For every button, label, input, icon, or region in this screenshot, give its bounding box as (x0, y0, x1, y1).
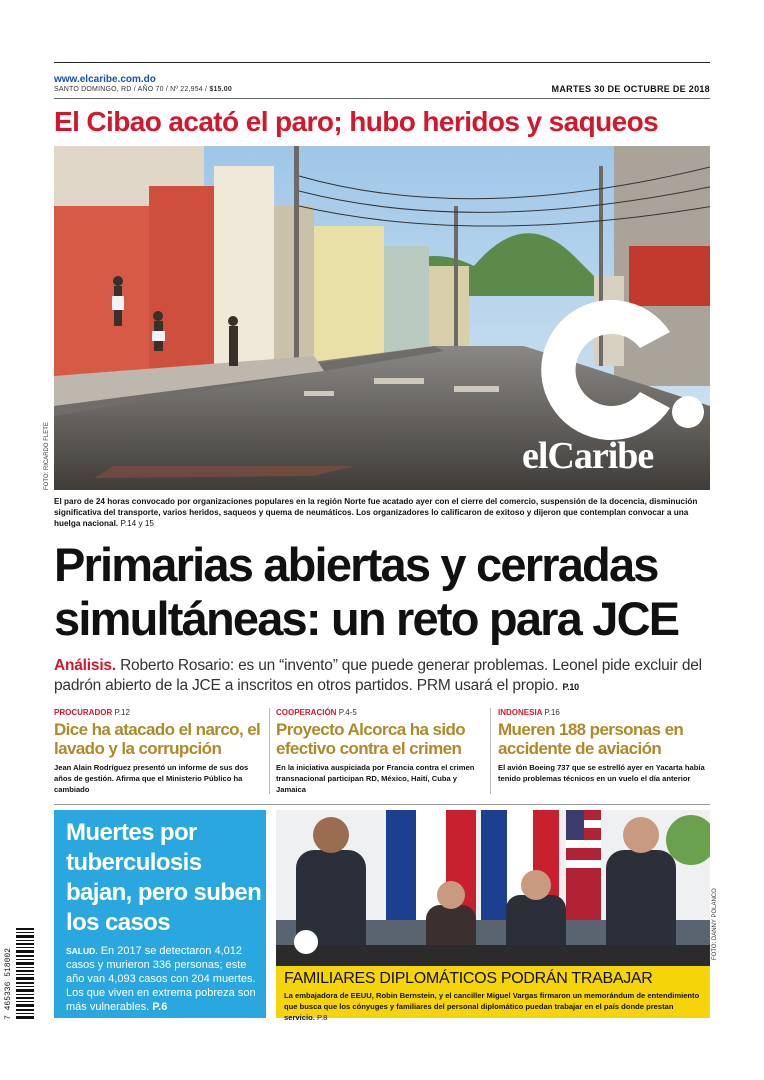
issue-price: $15.00 (209, 86, 232, 93)
column-section (276, 708, 484, 717)
diplomacy-headline: FAMILIARES DIPLOMÁTICOS PODRÁN TRABAJAR (284, 970, 653, 987)
section-page: P.12 (114, 708, 130, 717)
site-url[interactable]: www.elcaribe.com.do (54, 74, 156, 85)
health-keyword: SALUD. (66, 946, 98, 956)
diplomacy-caption-bar[interactable] (276, 966, 710, 1022)
column-divider (490, 708, 491, 794)
column-text: En la iniciativa auspiciada por Francia contra el crimen transnacional participan RD, México, Haití, Cuba y Jamaica (276, 763, 475, 794)
lead-headline[interactable]: El Cibao acató el paro; hubo heridos y saqueos (54, 106, 659, 137)
lead-caption-page: P.14 y 15 (120, 519, 154, 528)
column-divider (269, 708, 270, 794)
column-section (54, 708, 262, 717)
elcaribe-logo[interactable] (520, 284, 710, 490)
section-label: COOPERACIÓN (276, 708, 337, 717)
diplomacy-photo-credit: FOTO: DANNY POLANCO (712, 888, 718, 960)
signing-ceremony-image (276, 810, 710, 966)
diplomacy-page: P.8 (316, 1013, 328, 1022)
deck-page: P.10 (562, 682, 579, 692)
diplomacy-body (284, 990, 704, 1023)
column-headline: Mueren 188 personas en accidente de aviación (498, 720, 684, 758)
diplomacy-photo (276, 810, 710, 966)
lead-photo-credit: FOTO: RICARDO FLETE (44, 422, 50, 490)
deck-text: Roberto Rosario: es un “invento” que puede generar problemas. Leonel pide excluir del padrón abierto de la JCE a inscritos en otros partidos. PRM usará el propio. (54, 657, 702, 694)
section-page: P.4-5 (338, 708, 357, 717)
diplomacy-text: La embajadora de EEUU, Robin Bernstein, y el canciller Miguel Vargas firmaron un memorándum de entendimiento que busca que los cónyuges y familiares del personal diplomático puedan trabajar en el país donde prestan servicio. (284, 991, 700, 1022)
main-deck (54, 656, 710, 697)
issue-date: MARTES 30 DE OCTUBRE DE 2018 (551, 84, 710, 94)
lead-caption (54, 496, 710, 529)
column-cooperacion[interactable] (276, 708, 484, 795)
column-headline: Dice ha atacado el narco, el lavado y la corrupción (54, 720, 261, 758)
logo-wordmark: elCaribe (522, 435, 654, 477)
barcode-number: 7 465336 518002 (4, 947, 13, 1020)
issue-meta (54, 86, 232, 93)
column-indonesia[interactable] (498, 708, 706, 784)
health-text: En 2017 se detectaron 4,012 casos y murieron 336 personas; este año van 4,093 casos con 204 muertes. Los que viven en extrema pobreza son más vulnerables. (66, 945, 256, 1013)
column-headline: Proyecto Alcorca ha sido efectivo contra el crimen (276, 720, 466, 758)
section-label: INDONESIA (498, 708, 543, 717)
issue-location: SANTO DOMINGO, RD / AÑO 70 / Nº 22,954 / (54, 86, 208, 93)
health-body (66, 944, 258, 1014)
column-section (498, 708, 706, 717)
health-headline: Muertes por tuberculosis bajan, pero suben los casos (66, 819, 262, 936)
section-label: PROCURADOR (54, 708, 113, 717)
column-text: Jean Alain Rodríguez presentó un informe de sus dos años de gestión. Afirma que el Ministerio Público ha cambiado (54, 763, 249, 794)
main-headline-line2: simultáneas: un reto para JCE (54, 592, 679, 645)
masthead-rule (54, 98, 710, 99)
section-page: P.16 (544, 708, 560, 717)
health-page: P.6 (152, 1001, 168, 1013)
deck-keyword: Análisis. (54, 657, 116, 674)
health-box[interactable] (54, 810, 266, 1018)
barcode (4, 928, 34, 1020)
lead-caption-text: El paro de 24 horas convocado por organizaciones populares en la región Norte fue acatado ayer con el cierre del comercio, suspensión de la docencia, disminución significativa del transporte, varios heridos, saqueos y quema de neumáticos. Los organizadores lo calificaron de exitoso y dijeron que contemplan convocar a una huelga nacional. (54, 497, 698, 528)
column-text: El avión Boeing 737 que se estrelló ayer en Yacarta había tenido problemas técnicos en un vuelo el día anterior (498, 763, 705, 783)
column-procurador[interactable] (54, 708, 262, 795)
top-rule (54, 62, 710, 63)
main-headline-line1: Primarias abiertas y cerradas (54, 538, 658, 591)
section-rule (54, 804, 710, 805)
main-headline[interactable] (54, 538, 714, 646)
